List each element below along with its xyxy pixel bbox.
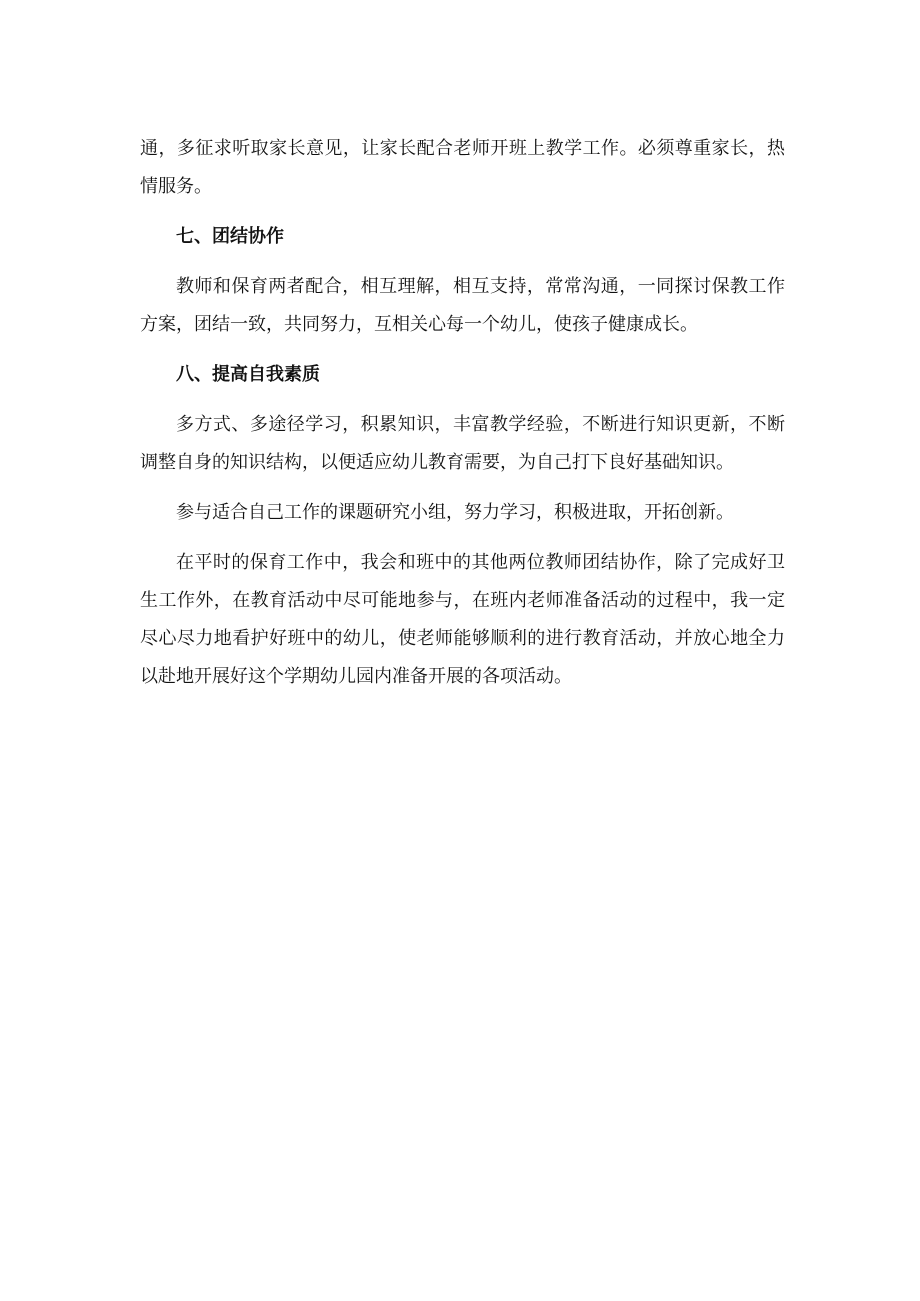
paragraph-daily-work: 在平时的保育工作中，我会和班中的其他两位教师团结协作，除了完成好卫生工作外，在教育活动中尽可能地参与，在班内老师准备活动的过程中，我一定尽心尽力地看护好班中的幼儿，使老师能够顺利的进行教育活动，并放心地全力以赴地开展好这个学期幼儿园内准备开展的各项活动。 xyxy=(140,552,785,687)
section-heading-8: 八、提高自我素质 xyxy=(176,364,320,385)
paragraph-continuation: 通，多征求听取家长意见，让家长配合老师开班上教学工作。必须尊重家长，热情服务。 xyxy=(140,138,785,197)
document-page xyxy=(140,130,785,696)
section-heading-7: 七、团结协作 xyxy=(176,226,284,247)
paragraph-teamwork: 教师和保育两者配合，相互理解，相互支持，常常沟通，一同探讨保教工作方案，团结一致，共同努力，互相关心每一个幼儿，使孩子健康成长。 xyxy=(140,276,785,335)
paragraph-learning: 多方式、多途径学习，积累知识，丰富教学经验，不断进行知识更新，不断调整自身的知识结构，以便适应幼儿教育需要，为自己打下良好基础知识。 xyxy=(140,414,785,473)
paragraph-research: 参与适合自己工作的课题研究小组，努力学习，积极进取，开拓创新。 xyxy=(176,502,734,523)
